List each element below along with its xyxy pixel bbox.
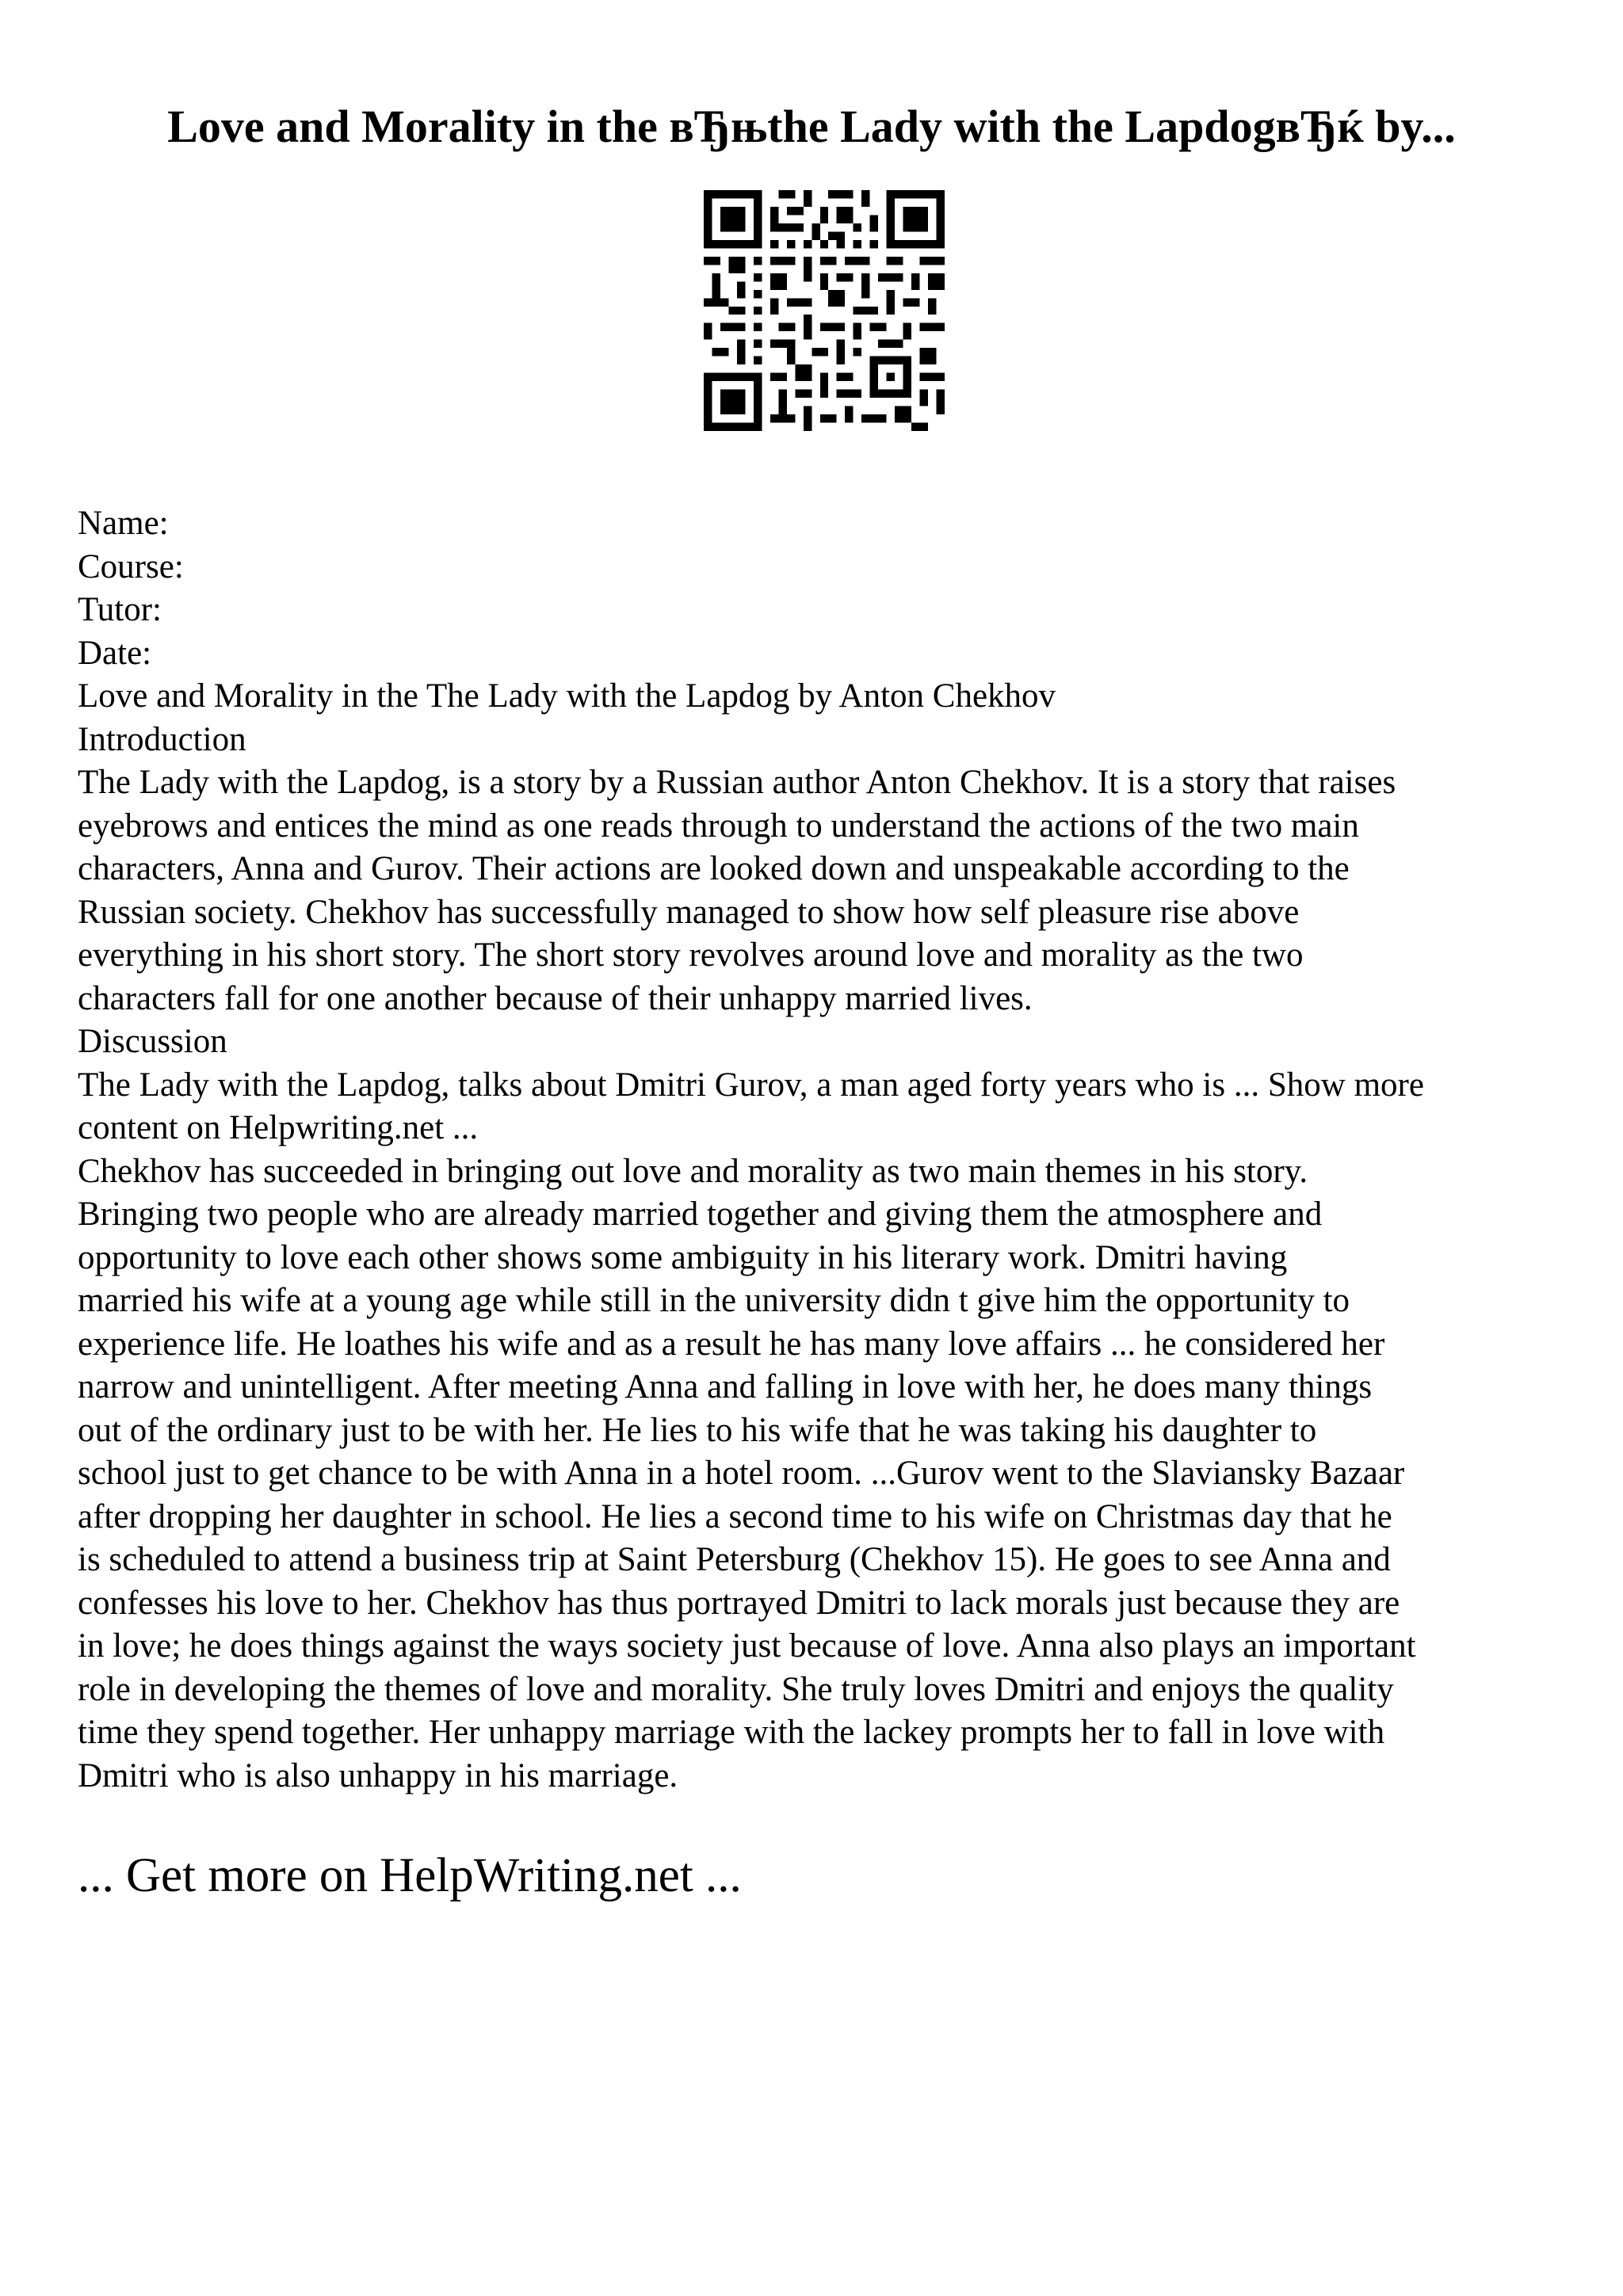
text-line: confesses his love to her. Chekhov has thus portrayed Dmitri to lack morals just because they are <box>78 1584 1400 1622</box>
text-line: characters, Anna and Gurov. Their actions are looked down and unspeakable according to the <box>78 850 1350 887</box>
text-line: out of the ordinary just to be with her. He lies to his wife that he was taking his daughter to <box>78 1411 1317 1449</box>
text-line: time they spend together. Her unhappy marriage with the lackey prompts her to fall in love with <box>78 1714 1385 1751</box>
text-line: in love; he does things against the ways society just because of love. Anna also plays an important <box>78 1627 1416 1665</box>
section-heading-introduction: Introduction <box>78 720 246 758</box>
text-line: Bringing two people who are already married together and giving them the atmosphere and <box>78 1196 1323 1233</box>
field-course: Course: <box>78 547 184 585</box>
text-line-helpwriting-link[interactable]: content on Helpwriting.net ... <box>78 1109 479 1146</box>
text-line-show-more[interactable]: The Lady with the Lapdog, talks about Dmitri Gurov, a man aged forty years who is ... Show more <box>78 1066 1424 1104</box>
text-line: married his wife at a young age while still in the university didn t give him the opportunity to <box>78 1282 1350 1319</box>
text-line: Chekhov has succeeded in bringing out love and morality as two main themes in his story. <box>78 1152 1308 1190</box>
field-date: Date: <box>78 634 152 672</box>
essay-heading: Love and Morality in the The Lady with the Lapdog by Anton Chekhov <box>78 677 1056 715</box>
text-line: narrow and unintelligent. After meeting Anna and falling in love with her, he does many things <box>78 1368 1373 1405</box>
document-body <box>78 502 1568 1798</box>
text-line: eyebrows and entices the mind as one reads through to understand the actions of the two main <box>78 807 1359 845</box>
text-line: Russian society. Chekhov has successfully managed to show how self pleasure rise above <box>78 893 1300 931</box>
text-line: school just to get chance to be with Anna in a hotel room. ...Gurov went to the Slaviansky Bazaar <box>78 1455 1405 1492</box>
text-line: opportunity to love each other shows some ambiguity in his literary work. Dmitri having <box>78 1238 1288 1276</box>
text-line: role in developing the themes of love and morality. She truly loves Dmitri and enjoys the quality <box>78 1670 1394 1708</box>
get-more-link[interactable]: ... Get more on HelpWriting.net ... <box>78 1849 742 1902</box>
text-line: is scheduled to attend a business trip at Saint Petersburg (Chekhov 15). He goes to see Anna and <box>78 1541 1391 1578</box>
text-line: characters fall for one another because of their unhappy married lives. <box>78 979 1033 1017</box>
text-line: The Lady with the Lapdog, is a story by a Russian author Anton Chekhov. It is a story that raises <box>78 764 1396 801</box>
section-heading-discussion: Discussion <box>78 1023 227 1060</box>
text-line: experience life. He loathes his wife and as a result he has many love affairs ... he considered her <box>78 1325 1385 1363</box>
field-name: Name: <box>78 505 169 542</box>
text-line: Dmitri who is also unhappy in his marriage. <box>78 1756 678 1794</box>
qr-code-graphic <box>704 190 945 431</box>
text-line: after dropping her daughter in school. He lies a second time to his wife on Christmas day that he <box>78 1497 1392 1535</box>
qr-code[interactable] <box>704 190 945 431</box>
text-line: everything in his short story. The short story revolves around love and morality as the two <box>78 936 1304 974</box>
document-title: Love and Morality in the вЂњthe Lady with the LapdogвЂќ by... <box>167 101 1456 152</box>
field-tutor: Tutor: <box>78 591 162 628</box>
